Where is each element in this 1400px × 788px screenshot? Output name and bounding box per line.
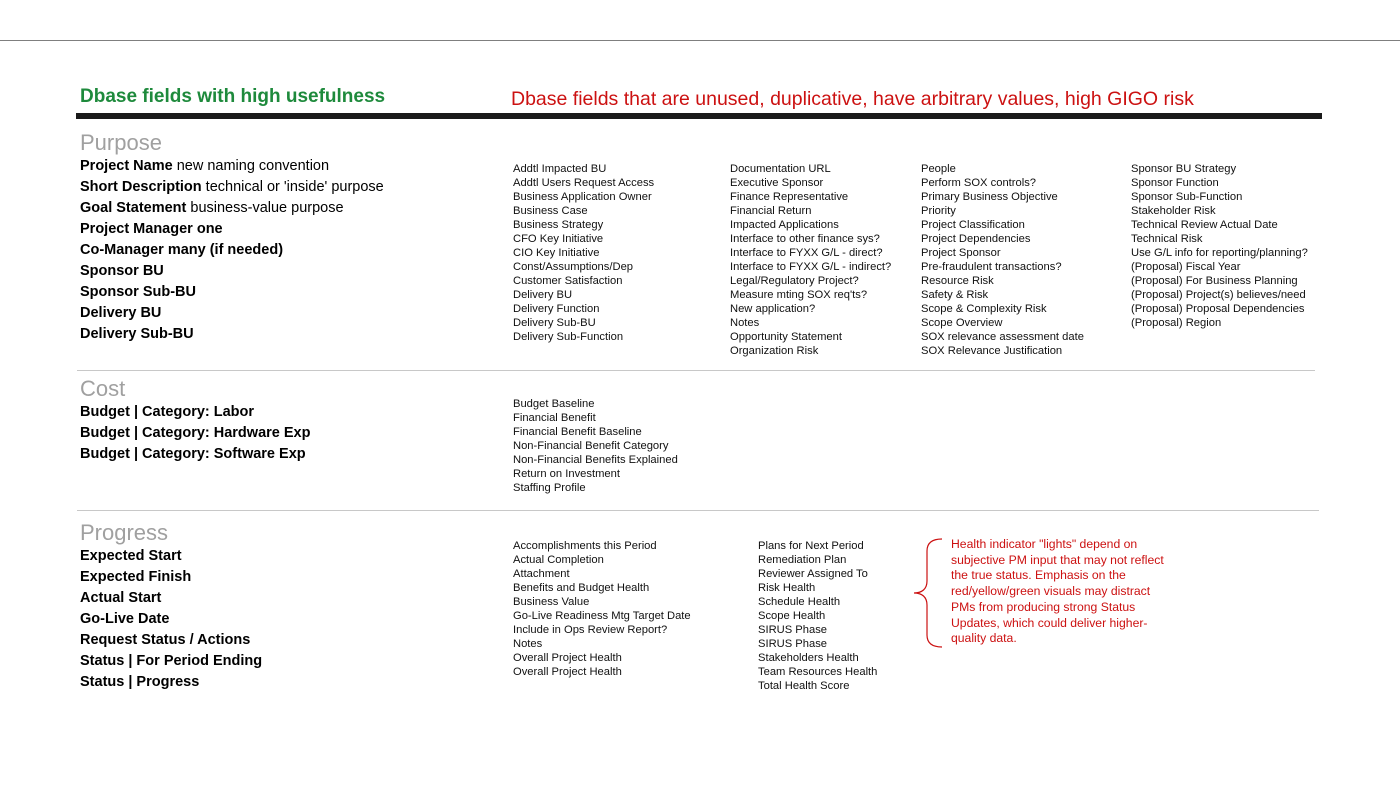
purpose-unused-column-4	[1131, 162, 1308, 330]
list-item: Safety & Risk	[921, 289, 989, 301]
list-item: Resource Risk	[921, 275, 994, 287]
field-item: Sponsor Sub-BU	[80, 284, 196, 300]
list-item: Financial Return	[730, 205, 812, 217]
field-item: Goal Statement business-value purpose	[80, 200, 344, 216]
list-item: Interface to FYXX G/L - direct?	[730, 247, 883, 259]
list-item: Scope Health	[758, 610, 826, 622]
list-item: Customer Satisfaction	[513, 275, 623, 287]
list-item: Perform SOX controls?	[921, 177, 1037, 189]
list-item: Stakeholder Risk	[1131, 205, 1216, 217]
list-item: SIRUS Phase	[758, 638, 828, 650]
field-item: Delivery BU	[80, 305, 162, 321]
list-item: Opportunity Statement	[730, 331, 842, 343]
field-item: Budget | Category: Labor	[80, 404, 255, 420]
list-item: Accomplishments this Period	[513, 540, 657, 552]
list-item: Financial Benefit Baseline	[513, 426, 642, 438]
list-item: Delivery Function	[513, 303, 600, 315]
list-item: SOX Relevance Justification	[921, 345, 1063, 357]
list-item: SOX relevance assessment date	[921, 331, 1084, 343]
list-item: New application?	[730, 303, 816, 315]
list-item: Organization Risk	[730, 345, 819, 357]
heading-divider	[76, 113, 1322, 119]
list-item: (Proposal) Fiscal Year	[1131, 261, 1241, 273]
field-item: Delivery Sub-BU	[80, 326, 194, 342]
list-item: Project Sponsor	[921, 247, 1001, 259]
field-item: Sponsor BU	[80, 263, 164, 279]
list-item: Budget Baseline	[513, 398, 595, 410]
list-item: Delivery BU	[513, 289, 573, 301]
list-item: Technical Review Actual Date	[1131, 219, 1278, 231]
field-item: Expected Finish	[80, 569, 192, 585]
list-item: Primary Business Objective	[921, 191, 1058, 203]
cost-useful-fields	[80, 402, 310, 465]
list-item: Business Case	[513, 205, 588, 217]
list-item: Business Application Owner	[513, 191, 652, 203]
list-item: Project Classification	[921, 219, 1025, 231]
progress-unused-column-1	[513, 539, 691, 679]
list-item: Actual Completion	[513, 554, 604, 566]
list-item: Staffing Profile	[513, 482, 586, 494]
list-item: Addtl Impacted BU	[513, 163, 607, 175]
purpose-unused-column-3	[921, 162, 1084, 358]
list-item: (Proposal) Region	[1131, 317, 1222, 329]
list-item: Non-Financial Benefits Explained	[513, 454, 678, 466]
list-item: CFO Key Initiative	[513, 233, 604, 245]
list-item: Return on Investment	[513, 468, 620, 480]
list-item: Technical Risk	[1131, 233, 1203, 245]
list-item: Benefits and Budget Health	[513, 582, 650, 594]
section-title-progress: Progress	[80, 520, 169, 545]
section-divider	[77, 510, 1319, 511]
progress-useful-fields	[80, 546, 262, 693]
purpose-unused-column-1	[513, 162, 654, 344]
list-item: Total Health Score	[758, 680, 850, 692]
cost-unused-column-1	[513, 397, 678, 495]
list-item: Impacted Applications	[730, 219, 839, 231]
purpose-useful-fields	[80, 156, 384, 345]
list-item: Reviewer Assigned To	[758, 568, 868, 580]
list-item: Scope & Complexity Risk	[921, 303, 1047, 315]
list-item: (Proposal) For Business Planning	[1131, 275, 1298, 287]
curly-brace-icon	[910, 537, 946, 649]
list-item: Team Resources Health	[758, 666, 878, 678]
list-item: Addtl Users Request Access	[513, 177, 655, 189]
list-item: Const/Assumptions/Dep	[513, 261, 634, 273]
field-item: Budget | Category: Hardware Exp	[80, 425, 311, 441]
list-item: Notes	[513, 638, 543, 650]
heading-high-usefulness: Dbase fields with high usefulness	[80, 86, 386, 107]
list-item: Priority	[921, 205, 956, 217]
field-item: Status | Progress	[80, 674, 200, 690]
list-item: Business Strategy	[513, 219, 604, 231]
progress-unused-column-2	[758, 539, 877, 693]
list-item: Interface to FYXX G/L - indirect?	[730, 261, 892, 273]
list-item: Go-Live Readiness Mtg Target Date	[513, 610, 691, 622]
list-item: Executive Sponsor	[730, 177, 824, 189]
field-item: Project Manager one	[80, 221, 223, 237]
list-item: Scope Overview	[921, 317, 1003, 329]
list-item: Financial Benefit	[513, 412, 596, 424]
list-item: (Proposal) Proposal Dependencies	[1131, 303, 1305, 315]
field-item: Request Status / Actions	[80, 632, 251, 648]
list-item: Use G/L info for reporting/planning?	[1131, 247, 1308, 259]
purpose-unused-column-2	[730, 162, 891, 358]
list-item: Business Value	[513, 596, 590, 608]
list-item: Notes	[730, 317, 760, 329]
field-item: Project Name new naming convention	[80, 158, 330, 174]
health-indicator-note: Health indicator "lights" depend on subjective PM input that may not reflect the true status. Emphasis on the red/yellow/green visuals may distract PMs from producing strong Status Updates, which could deliver higher-quality data.	[951, 537, 1164, 646]
section-divider	[77, 370, 1315, 371]
list-item: Sponsor BU Strategy	[1131, 163, 1237, 175]
field-item: Short Description technical or 'inside' purpose	[80, 179, 384, 195]
list-item: Project Dependencies	[921, 233, 1031, 245]
heading-unused-fields: Dbase fields that are unused, duplicative, have arbitrary values, high GIGO risk	[511, 88, 1194, 110]
list-item: Sponsor Sub-Function	[1131, 191, 1243, 203]
field-item: Expected Start	[80, 548, 182, 564]
list-item: Delivery Sub-BU	[513, 317, 596, 329]
section-title-cost: Cost	[80, 376, 126, 401]
list-item: Non-Financial Benefit Category	[513, 440, 669, 452]
field-item: Co-Manager many (if needed)	[80, 242, 284, 258]
list-item: Finance Representative	[730, 191, 849, 203]
list-item: Stakeholders Health	[758, 652, 859, 664]
list-item: CIO Key Initiative	[513, 247, 600, 259]
list-item: Plans for Next Period	[758, 540, 864, 552]
list-item: Attachment	[513, 568, 570, 580]
list-item: Interface to other finance sys?	[730, 233, 880, 245]
list-item: Risk Health	[758, 582, 816, 594]
field-item: Go-Live Date	[80, 611, 170, 627]
list-item: Overall Project Health	[513, 652, 622, 664]
list-item: Documentation URL	[730, 163, 831, 175]
field-item: Actual Start	[80, 590, 162, 606]
top-rule	[0, 40, 1400, 41]
section-title-purpose: Purpose	[80, 130, 162, 155]
list-item: Legal/Regulatory Project?	[730, 275, 859, 287]
list-item: Delivery Sub-Function	[513, 331, 624, 343]
list-item: Include in Ops Review Report?	[513, 624, 668, 636]
list-item: Sponsor Function	[1131, 177, 1219, 189]
list-item: People	[921, 163, 956, 175]
list-item: Remediation Plan	[758, 554, 847, 566]
field-item: Budget | Category: Software Exp	[80, 446, 306, 462]
field-item: Status | For Period Ending	[80, 653, 263, 669]
list-item: Overall Project Health	[513, 666, 622, 678]
list-item: Schedule Health	[758, 596, 841, 608]
list-item: Measure mting SOX req'ts?	[730, 289, 868, 301]
list-item: (Proposal) Project(s) believes/need	[1131, 289, 1306, 301]
list-item: SIRUS Phase	[758, 624, 828, 636]
list-item: Pre-fraudulent transactions?	[921, 261, 1062, 273]
